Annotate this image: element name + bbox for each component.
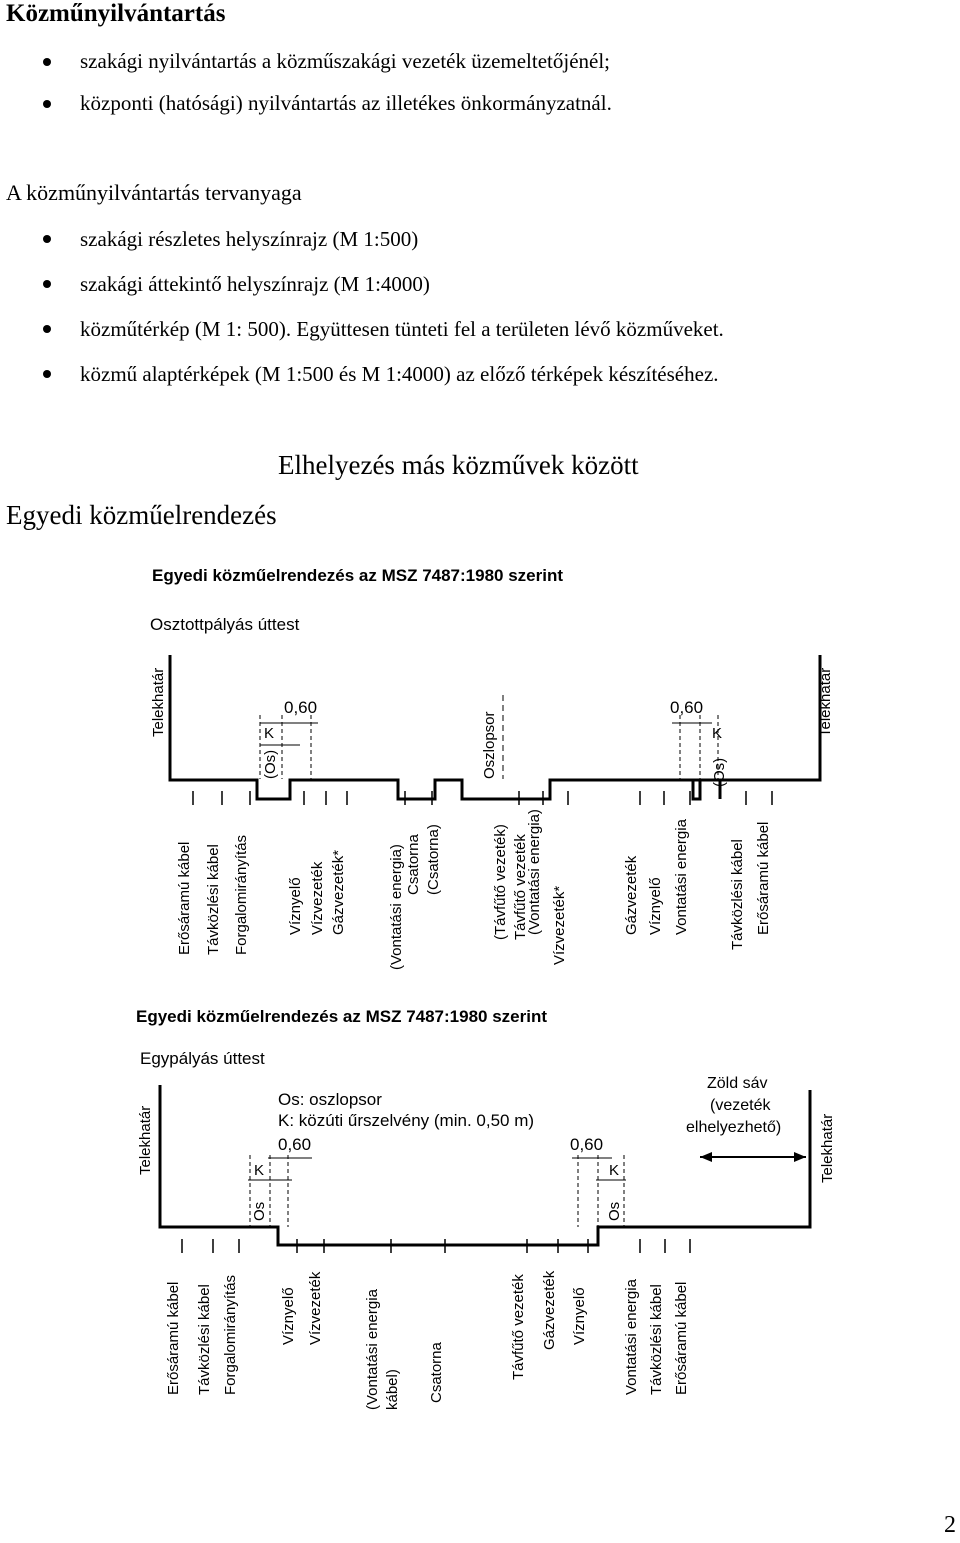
os-label: Os: [251, 1201, 268, 1221]
utility-label: Távfűtő vezeték: [512, 834, 529, 940]
utility-label: Vontatási energia: [623, 1279, 640, 1395]
list-item-text: szakági nyilvántartás a közműszakági vezeték üzemeltetőjénél;: [80, 49, 611, 73]
utility-label: Vízvezeték: [307, 1271, 324, 1345]
list-item-text: közmű alaptérképek (M 1:500 és M 1:4000) az előző térképek készítéséhez.: [80, 362, 719, 386]
utility-label: (Távfűtő vezeték): [492, 824, 509, 940]
utility-label: Távközlési kábel: [729, 839, 746, 950]
bullet-icon: [43, 58, 51, 66]
utility-label: Víznyelő: [280, 1287, 297, 1345]
os-label: (Os): [262, 749, 279, 779]
utility-label: Víznyelő: [571, 1287, 588, 1345]
bullet-icon: [43, 325, 51, 333]
utility-labels: [165, 1239, 690, 1410]
utility-label: (Vontatási energia: [364, 1289, 381, 1410]
k-label: K: [254, 1162, 265, 1179]
figure-title: Egyedi közműelrendezés az MSZ 7487:1980 szerint: [136, 1007, 548, 1026]
boundary-label-right: Telekhatár: [817, 667, 834, 737]
green-strip-label: (vezeték: [710, 1097, 771, 1114]
dimension-label: 0,60: [284, 698, 318, 717]
list-item: [0, 262, 724, 307]
arrow-head-icon: [794, 1152, 806, 1162]
utility-label: Víznyelő: [647, 877, 664, 935]
boundary-label-left: Telekhatár: [150, 667, 167, 737]
utility-label: Erősáramú kábel: [176, 841, 193, 955]
page-number: 2: [944, 1512, 956, 1538]
utility-label: (Csatorna): [425, 824, 442, 895]
list-item-text: szakági áttekintő helyszínrajz (M 1:4000): [80, 272, 430, 296]
bullet-icon: [43, 280, 51, 288]
boundary-label-right: Telekhatár: [819, 1113, 836, 1183]
utility-label: Erősáramú kábel: [673, 1281, 690, 1395]
k-label: K: [264, 725, 275, 742]
utility-labels: [176, 791, 772, 970]
utility-label: Forgalomirányítás: [222, 1274, 239, 1395]
utility-label: (Vontatási energia): [526, 809, 543, 935]
utility-label: (Vontatási energia): [388, 844, 405, 970]
utility-label: Vontatási energia: [673, 819, 690, 935]
legend-os: Os: oszlopsor: [278, 1090, 382, 1109]
egyedi-heading: Egyedi közműelrendezés: [6, 500, 277, 530]
utility-label: Erősáramú kábel: [755, 821, 772, 935]
arrow-head-icon: [700, 1152, 712, 1162]
list-tervanyag: [0, 217, 724, 397]
utility-diagram-single-road: [0, 995, 960, 1420]
list-item: [0, 217, 724, 262]
utility-label: Forgalomirányítás: [233, 834, 250, 955]
bullet-icon: [43, 370, 51, 378]
page-title: Közműnyilvántartás: [6, 0, 226, 27]
list-item: [0, 307, 724, 352]
utility-label: Távközlési kábel: [648, 1284, 665, 1395]
k-label: K: [609, 1162, 620, 1179]
list-item: [0, 352, 724, 397]
boundary-label-left: Telekhatár: [137, 1105, 154, 1175]
section-title: A közműnyilvántartás tervanyaga: [6, 180, 302, 205]
list-item-text: központi (hatósági) nyilvántartás az illetékes önkormányzatnál.: [80, 91, 612, 115]
placement-heading: Elhelyezés más közművek között: [278, 450, 639, 480]
utility-label: Távfűtő vezeték: [510, 1274, 527, 1380]
utility-label: Víznyelő: [287, 877, 304, 935]
figure-title: Egyedi közműelrendezés az MSZ 7487:1980 szerint: [152, 566, 564, 585]
road-type-label: Egypályás úttest: [140, 1049, 265, 1068]
dimension-label: 0,60: [278, 1135, 312, 1154]
list-item-text: közműtérkép (M 1: 500). Együttesen tünteti fel a területen lévő közműveket.: [80, 317, 724, 341]
utility-label: Gázvezeték*: [330, 849, 347, 935]
utility-label: Távközlési kábel: [196, 1284, 213, 1395]
utility-label: Csatorna: [428, 1342, 445, 1403]
os-label: Os: [606, 1201, 623, 1221]
list-nyilvantartas: [0, 40, 612, 124]
utility-diagram-split-road: [0, 555, 960, 975]
pole-label: Oszlopsor: [481, 711, 498, 779]
green-strip-label: elhelyezhető): [686, 1119, 782, 1136]
utility-label: Gázvezeték: [541, 1270, 558, 1350]
os-label: (Os): [711, 757, 728, 787]
list-item: [0, 40, 612, 82]
utility-label: Csatorna: [405, 834, 422, 895]
list-item-text: szakági részletes helyszínrajz (M 1:500): [80, 227, 419, 251]
list-item: [0, 82, 612, 124]
utility-label: Vízvezeték: [309, 861, 326, 935]
utility-label: Gázvezeték: [623, 855, 640, 935]
dimension-label: 0,60: [570, 1135, 604, 1154]
bullet-icon: [43, 235, 51, 243]
utility-label: Távközlési kábel: [205, 844, 222, 955]
green-strip-label: Zöld sáv: [707, 1075, 768, 1092]
utility-label: Vízvezeték*: [551, 885, 568, 965]
utility-label: Erősáramú kábel: [165, 1281, 182, 1395]
bullet-icon: [43, 100, 51, 108]
legend-k: K: közúti űrszelvény (min. 0,50 m): [278, 1111, 535, 1130]
dimension-label: 0,60: [670, 698, 704, 717]
utility-label: kábel): [384, 1369, 401, 1410]
road-type-label: Osztottpályás úttest: [150, 615, 300, 634]
k-label: K: [712, 725, 723, 742]
